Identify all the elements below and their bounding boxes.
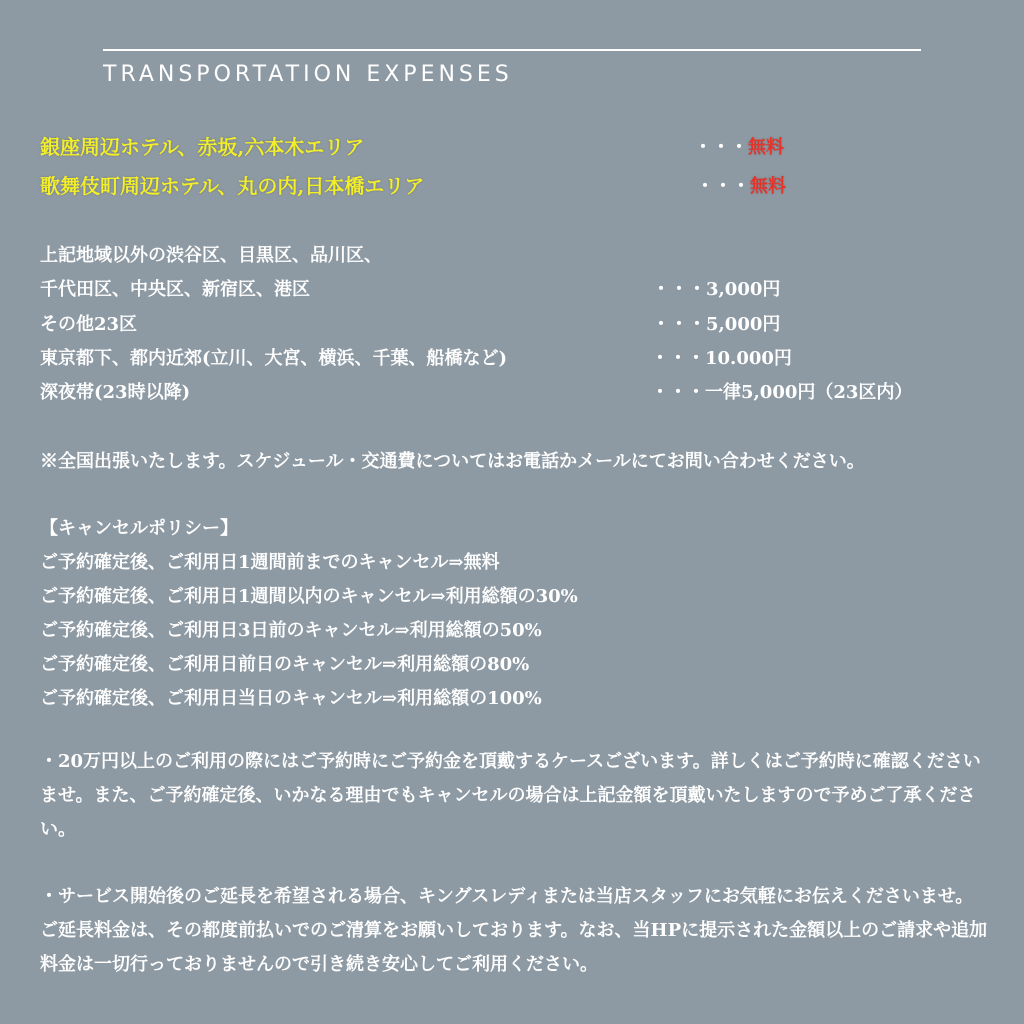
fee-area-2: その他23区 [40, 314, 138, 335]
extension-note: ・サービス開始後のご延長を希望される場合、キングスレディまたは当店スタッフにお気軽にお伝えくださいませ。ご延長料金は、その都度前払いでのご清算をお願いしております。なお、当HPに提示された金額以上のご請求や追加料金は一切行っておりませんので引き続き安心してご利用ください。 [40, 886, 988, 975]
fee-area-1: 千代田区、中央区、新宿区、港区 [40, 279, 310, 300]
free-area-2-price [696, 172, 786, 198]
cancel-item: ご予約確定後、ご利用日1週間以内のキャンセル⇒利用総額の30% [40, 586, 578, 607]
free-area-1-price [694, 133, 784, 159]
fee-area-4: 深夜帯(23時以降) [40, 382, 191, 403]
cancel-item: ご予約確定後、ご利用日1週間前までのキャンセル⇒無料 [40, 552, 500, 573]
top-divider [103, 49, 921, 51]
fee-area-3: 東京都下、都内近郊(立川、大宮、横浜、千葉、船橋など) [40, 348, 508, 369]
section-heading: TRANSPORTATION EXPENSES [103, 62, 513, 87]
cancel-policy-title: 【キャンセルポリシー】 [40, 518, 238, 539]
free-label: 無料 [750, 176, 786, 197]
leader-dots: ・・・ [694, 137, 748, 158]
fee-price-2: ・・・5,000円 [652, 314, 781, 335]
cancel-item: ご予約確定後、ご利用日前日のキャンセル⇒利用総額の80% [40, 654, 530, 675]
free-area-1: 銀座周辺ホテル、赤坂,六本木エリア [40, 135, 365, 159]
leader-dots: ・・・ [696, 176, 750, 197]
fee-price-4: ・・・一律5,000円（23区内） [651, 382, 913, 403]
areas-intro: 上記地域以外の渋谷区、目黒区、品川区、 [40, 245, 382, 266]
free-area-2: 歌舞伎町周辺ホテル、丸の内,日本橋エリア [40, 174, 425, 198]
deposit-note: ・20万円以上のご利用の際にはご予約時にご予約金を頂戴するケースございます。詳しくはご予約時に確認くださいませ。また、ご予約確定後、いかなる理由でもキャンセルの場合は上記金額を頂戴いたしますので予めご了承ください。 [40, 751, 981, 840]
nationwide-notice: ※全国出張いたします。スケジュール・交通費についてはお電話かメールにてお問い合わせください。 [40, 451, 865, 472]
free-label: 無料 [748, 137, 784, 158]
cancel-item: ご予約確定後、ご利用日3日前のキャンセル⇒利用総額の50% [40, 620, 542, 641]
cancel-item: ご予約確定後、ご利用日当日のキャンセル⇒利用総額の100% [40, 688, 542, 709]
fee-price-3: ・・・10.000円 [651, 348, 792, 369]
fee-price-1: ・・・3,000円 [652, 279, 781, 300]
